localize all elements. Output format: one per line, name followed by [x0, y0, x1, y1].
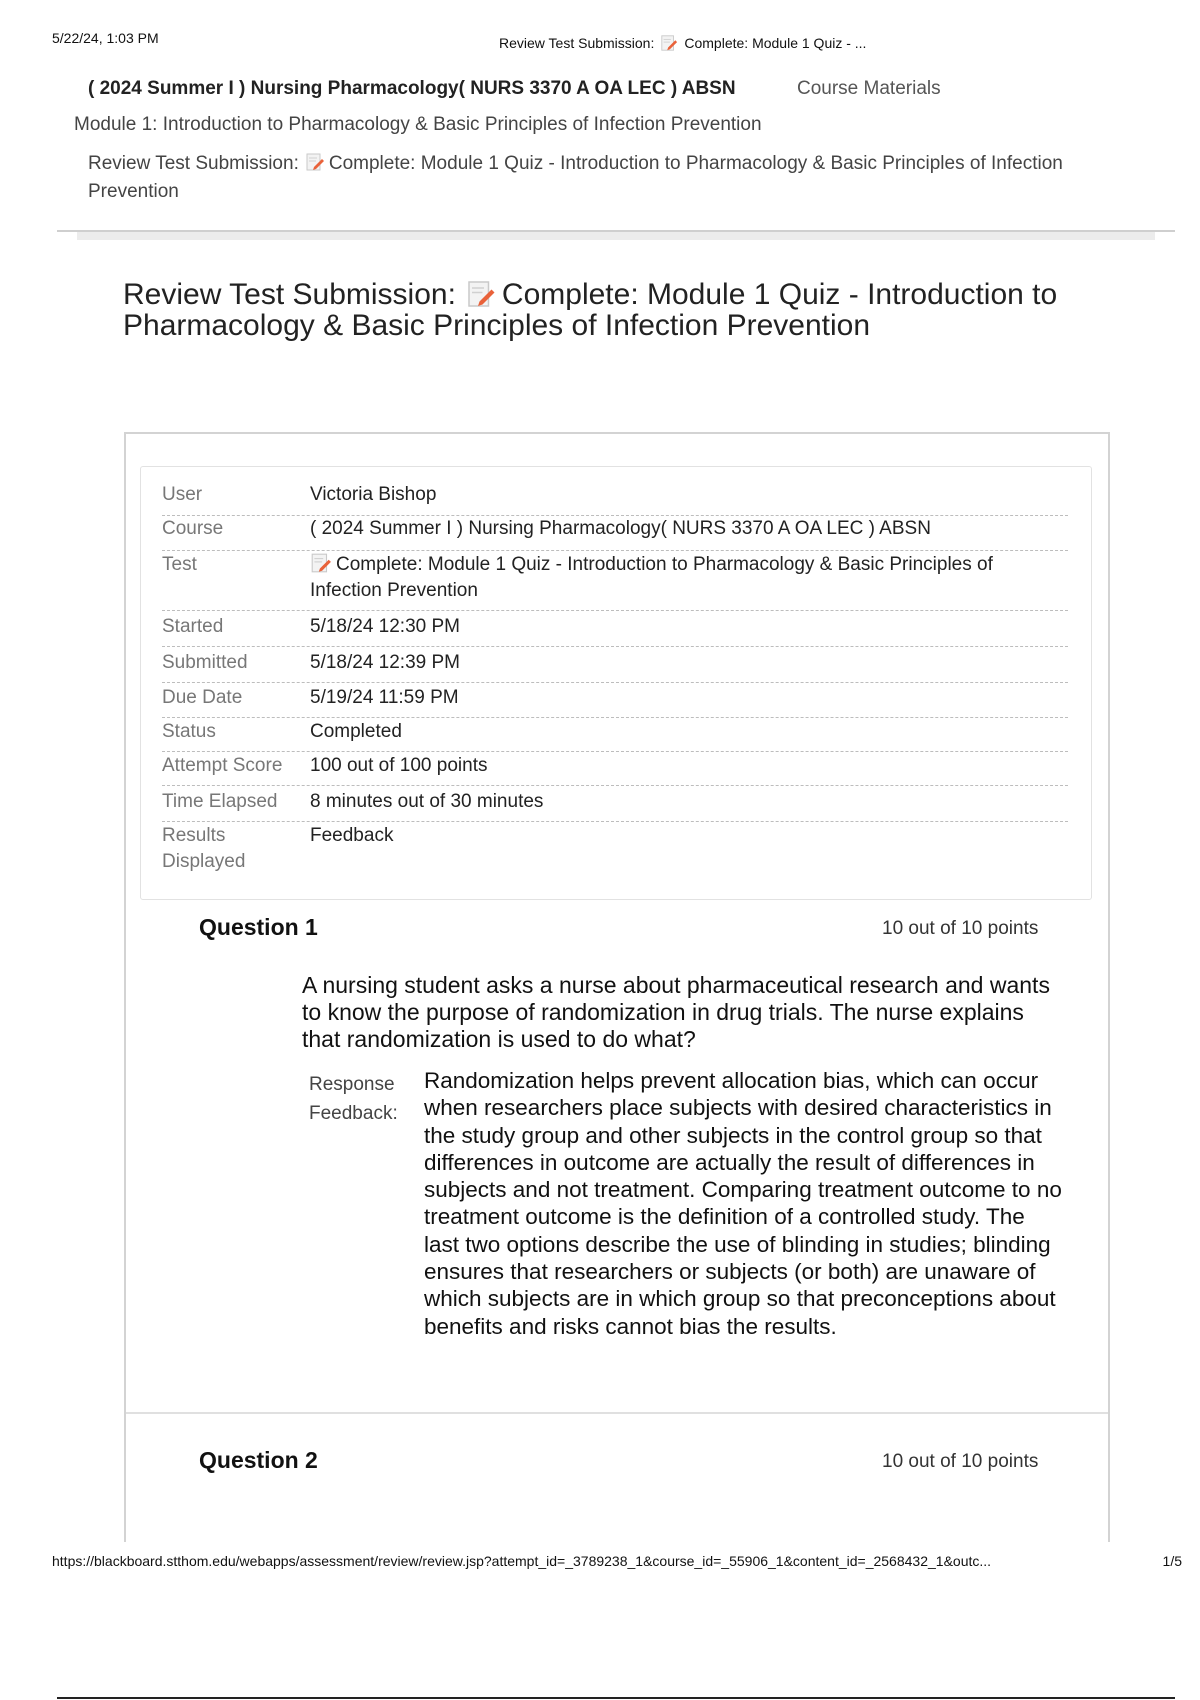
page-title	[123, 278, 1093, 343]
question-2-title: Question 2	[199, 1447, 318, 1473]
detail-row-test	[162, 552, 1068, 611]
test-document-icon	[660, 34, 678, 52]
breadcrumb-module-link[interactable]: Module 1: Introduction to Pharmacology & Basic Principles of Infection Prevention	[74, 114, 762, 135]
test-document-icon	[305, 152, 325, 172]
print-url: https://blackboard.stthom.edu/webapps/assessment/review/review.jsp?attempt_id=_3789238_1&course_id=_55906_1&content_id=_2568432_1&outc...	[52, 1553, 992, 1569]
detail-value-user: Victoria Bishop	[310, 484, 437, 505]
detail-value-test	[310, 552, 1060, 604]
detail-value-submitted: 5/18/24 12:39 PM	[310, 652, 460, 673]
detail-value-due-date: 5/19/24 11:59 PM	[310, 687, 459, 708]
print-document-title	[499, 34, 866, 52]
question-1-feedback-label: Response Feedback:	[309, 1074, 398, 1124]
breadcrumb-course-materials-link[interactable]: Course Materials	[797, 78, 941, 99]
print-title-suffix: Complete: Module 1 Quiz - ...	[684, 35, 867, 51]
detail-label-due-date: Due Date	[162, 687, 243, 708]
detail-row-results-displayed	[162, 823, 1068, 879]
detail-value-test-text: Complete: Module 1 Quiz - Introduction to Pharmacology & Basic Principles of Infection Prevention	[310, 554, 993, 601]
detail-row-time-elapsed	[162, 789, 1068, 822]
test-document-icon	[310, 552, 332, 574]
detail-value-attempt-score: 100 out of 100 points	[310, 755, 488, 776]
detail-label-time-elapsed: Time Elapsed	[162, 791, 278, 812]
detail-label-submitted: Submitted	[162, 652, 248, 673]
print-title-prefix: Review Test Submission:	[499, 35, 655, 51]
detail-row-status	[162, 719, 1068, 752]
detail-label-started: Started	[162, 616, 224, 637]
breadcrumb-course-link[interactable]: ( 2024 Summer I ) Nursing Pharmacology( NURS 3370 A OA LEC ) ABSN	[88, 78, 736, 99]
detail-value-status: Completed	[310, 721, 402, 742]
print-page-number: 1/5	[1162, 1553, 1182, 1569]
detail-label-course: Course	[162, 518, 224, 539]
question-1-points: 10 out of 10 points	[882, 918, 1039, 939]
detail-row-started	[162, 614, 1068, 647]
detail-label-test: Test	[162, 554, 197, 575]
question-1-feedback-text: Randomization helps prevent allocation bias, which can occur when researchers place subjects with desired characteristics in the study group and other subjects in the control group so that differences in outcome are actually the result of differences in subjects and not treatment. Comparing treatment outcome to no treatment outcome is the definition of a controlled study. The last two options describe the use of blinding in studies; blinding ensures that researchers or subjects (or both) are unaware of which subjects are in which group so that preconceptions about benefits and risks cannot bias the results.	[424, 1068, 1062, 1339]
print-footer	[52, 1553, 1182, 1573]
question-1-title: Question 1	[199, 914, 318, 940]
detail-value-course: ( 2024 Summer I ) Nursing Pharmacology( NURS 3370 A OA LEC ) ABSN	[310, 518, 931, 539]
detail-label-status: Status	[162, 721, 216, 742]
detail-row-course	[162, 516, 1068, 551]
question-2-points: 10 out of 10 points	[882, 1451, 1039, 1472]
detail-value-started: 5/18/24 12:30 PM	[310, 616, 460, 637]
detail-label-attempt-score: Attempt Score	[162, 755, 283, 776]
print-header	[52, 30, 1148, 50]
question-divider	[126, 1412, 1108, 1414]
detail-value-time-elapsed: 8 minutes out of 30 minutes	[310, 791, 544, 812]
detail-label-results-displayed: Results Displayed	[162, 825, 246, 872]
page-bottom-rule	[57, 1697, 1175, 1699]
detail-row-user	[162, 482, 1068, 516]
print-date: 5/22/24, 1:03 PM	[52, 30, 159, 46]
detail-label-user: User	[162, 484, 203, 505]
breadcrumb-current-prefix: Review Test Submission:	[88, 153, 299, 174]
detail-value-results-displayed: Feedback	[310, 825, 394, 846]
detail-row-submitted	[162, 650, 1068, 683]
breadcrumb-current-page	[88, 150, 1133, 206]
test-document-icon	[466, 279, 496, 309]
header-divider-shadow	[77, 232, 1155, 240]
page-title-prefix: Review Test Submission:	[123, 278, 456, 311]
page-title-text: Complete: Module 1 Quiz - Introduction to Pharmacology & Basic Principles of Infection Prevention	[123, 278, 1058, 343]
breadcrumb-current-title: Complete: Module 1 Quiz - Introduction to Pharmacology & Basic Principles of Infection Prevention	[88, 153, 1063, 202]
detail-row-due-date	[162, 685, 1068, 718]
question-1-text: A nursing student asks a nurse about pharmaceutical research and wants to know the purpose of randomization in drug trials. The nurse explains that randomization is used to do what?	[302, 972, 1050, 1052]
detail-row-attempt-score	[162, 753, 1068, 786]
